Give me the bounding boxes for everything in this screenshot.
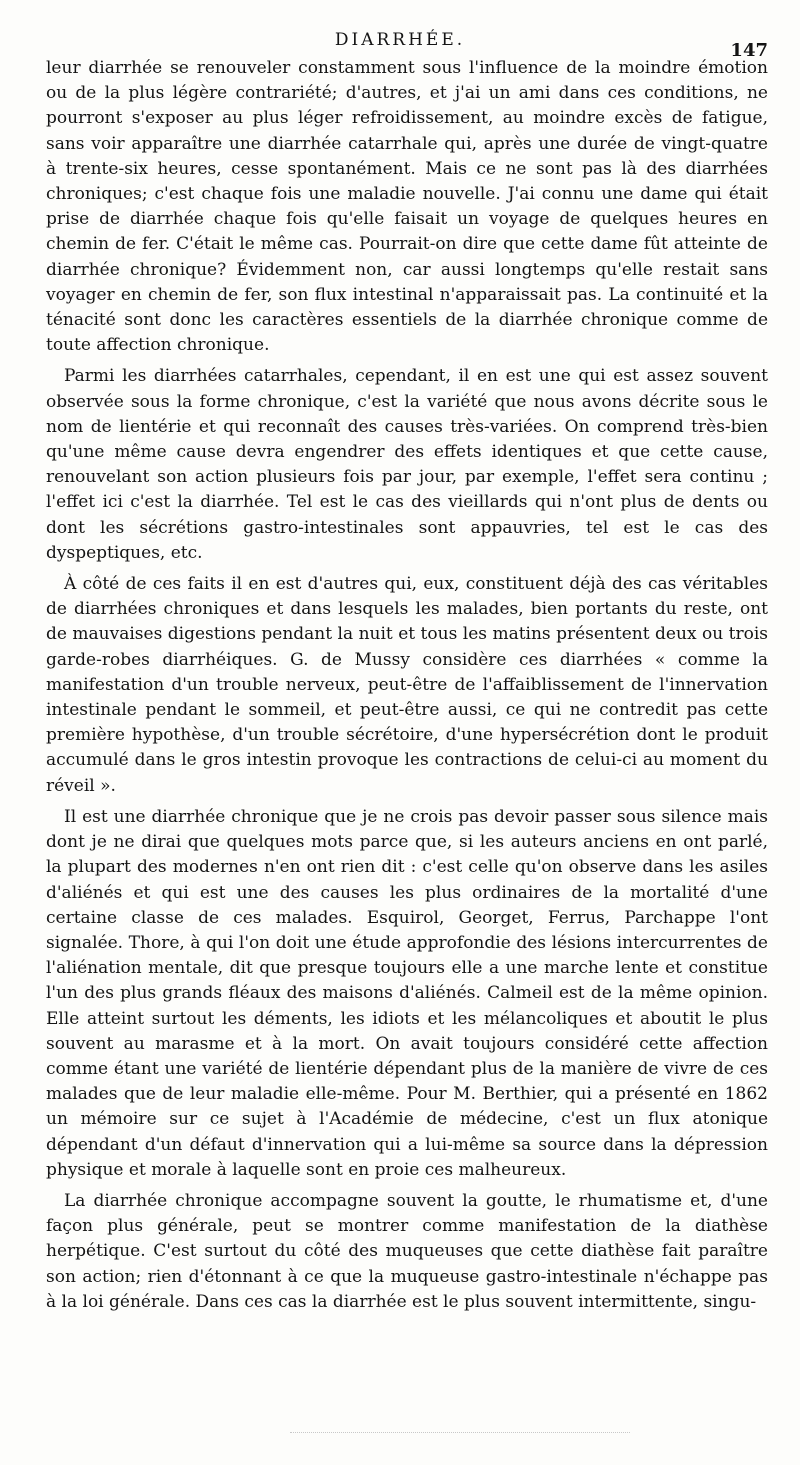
body-text <box>46 56 768 1321</box>
footer-rule <box>290 1432 630 1433</box>
page-number: 147 <box>730 40 768 61</box>
running-title: DIARRHÉE. <box>334 30 466 50</box>
paragraph-mussy: À côté de ces faits il en est d'autres qui, eux, constituent déjà des cas véritables de diarrhées chroniques et dans lesquels les malades, bien portants du reste, ont de mauvaises digestions pendant la nuit et tous les matins présentent deux ou trois garde-robes diarrhéiques. G. de Mussy considère ces diarrhées « comme la manifestation d'un trouble nerveux, peut-être de l'affaiblissement de l'innervation intestinale pendant le sommeil, et peut-être aussi, ce qui ne contredit pas cette première hypothèse, d'un trouble sécrétoire, d'une hypersécrétion dont le produit accumulé dans le gros intestin provoque les contractions de celui-ci au moment du réveil ». <box>46 574 768 796</box>
paragraph-continuation: leur diarrhée se renouveler constamment sous l'influence de la moindre émotion ou de la plus légère contrariété; d'autres, et j'ai un ami dans ces conditions, ne pourront s'exposer au plus léger refroidissement, au moindre excès de fatigue, sans voir apparaître une diarrhée catarrhale qui, après une durée de vingt-quatre à trente-six heures, cesse spontanément. Mais ce ne sont pas là des diarrhées chroniques; c'est chaque fois une maladie nouvelle. J'ai connu une dame qui était prise de diarrhée chaque fois qu'elle faisait un voyage de quelques heures en chemin de fer. C'était le même cas. Pourrait-on dire que cette dame fût atteinte de diarrhée chronique? Évidemment non, car aussi longtemps qu'elle restait sans voyager en chemin de fer, son flux intestinal n'apparaissait pas. La continuité et la ténacité sont donc les caractères essentiels de la diarrhée chronique comme de toute affection chronique. <box>46 58 768 356</box>
running-head <box>0 30 800 61</box>
paragraph-alienes: Il est une diarrhée chronique que je ne crois pas devoir passer sous silence mais dont je ne dirai que quelques mots parce que, si les auteurs anciens en ont parlé, la plupart des modernes n'en ont rien dit : c'est celle qu'on observe dans les asiles d'aliénés et qui est une des causes les plus ordinaires de la mortalité d'une certaine classe de ces malades. Esquirol, Georget, Ferrus, Parchappe l'ont signalée. Thore, à qui l'on doit une étude approfondie des lésions intercurrentes de l'aliénation mentale, dit que presque toujours elle a une marche lente et constitue l'un des plus grands fléaux des maisons d'aliénés. Calmeil est de la même opinion. Elle atteint surtout les déments, les idiots et les mélancoliques et aboutit le plus souvent au marasme et à la mort. On avait toujours considéré cette affection comme étant une variété de lientérie dépendant plus de la manière de vivre de ces malades que de leur maladie elle-même. Pour M. Berthier, qui a présenté en 1862 un mémoire sur ce sujet à l'Académie de médecine, c'est un flux atonique dépendant d'un défaut d'innervation qui a lui-même sa source dans la dépression physique et morale à laquelle sont en proie ces malheureux. <box>46 806 768 1180</box>
paragraph-lienterie: Parmi les diarrhées catarrhales, cependant, il en est une qui est assez souvent observée sous la forme chronique, c'est la variété que nous avons décrite sous le nom de lientérie et qui reconnaît des causes très-variées. On comprend très-bien qu'une même cause devra engendrer des effets identiques et que cette cause, renouvelant son action plusieurs fois par jour, par exemple, l'effet sera continu ; l'effet ici c'est la diarrhée. Tel est le cas des vieillards qui n'ont plus de dents ou dont les sécrétions gastro-intestinales sont appauvries, tel est le cas des dyspeptiques, etc. <box>46 366 768 563</box>
paragraph-goutte: La diarrhée chronique accompagne souvent la goutte, le rhumatisme et, d'une façon plus générale, peut se montrer comme manifestation de la diathèse herpétique. C'est surtout du côté des muqueuses que cette diathèse fait paraître son action; rien d'étonnant à ce que la muqueuse gastro-intestinale n'échappe pas à la loi générale. Dans ces cas la diarrhée est le plus souvent intermittente, singu- <box>46 1190 768 1312</box>
